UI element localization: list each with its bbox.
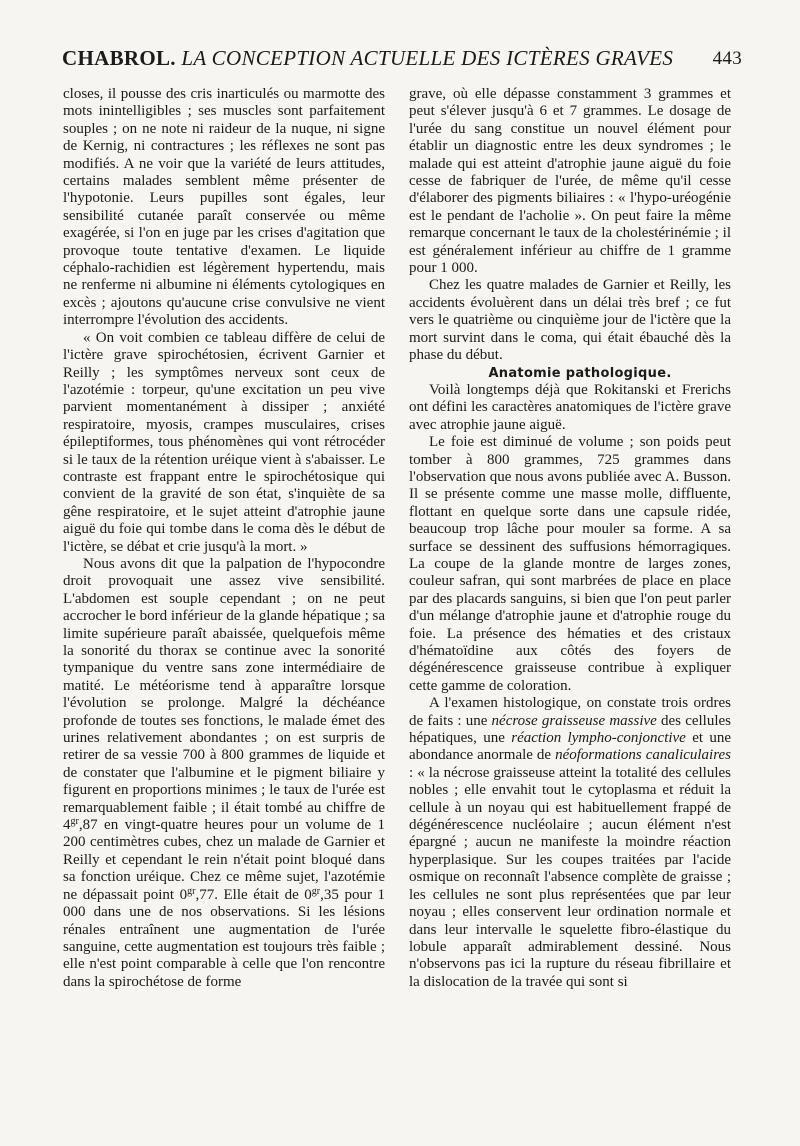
italic-term: nécrose graisseuse massive [491, 712, 657, 729]
paragraph: Voilà longtemps déjà que Rokitanski et Frerichs ont défini les caractères anatomiques de l'ictère grave avec atrophie jaune aiguë. [409, 381, 731, 433]
paragraph-text: des cellules hépatiques, une [409, 712, 732, 747]
unit-superscript: gr [70, 816, 79, 828]
left-column [63, 86, 385, 991]
right-column [409, 86, 731, 991]
section-heading: Anatomie pathologique. [488, 365, 672, 381]
paragraph-text: A l'examen histologique, on constate trois ordres de faits : une [409, 695, 731, 729]
paragraph: closes, il pousse des cris inarticulés ou marmotte des mots inintelligibles ; ses muscles sont parfaitement souples ; on ne note ni raideur de la nuque, ni signe de Kernig, ni contractures ; les réflexes ne sont pas modifiés. A ne voir que la variété de leurs attitudes, certains malades semblent même présenter de l'hypotonie. Leurs pupilles sont égales, leur sensibilité cutanée paraît conservée ou même exagérée, si l'on en juge par les crises d'agitation que provoque toute tentative d'examen. Le liquide céphalo-rachidien est légèrement hypertendu, mais ne renferme ni albumine ni éléments cytologiques en excès ; ajoutons qu'aucune crise convulsive ne vient interrompre l'évolution des accidents. [63, 86, 385, 329]
page-number: 443 [712, 48, 742, 69]
paragraph-text: ,77. Elle était de 0 [195, 886, 312, 903]
header-title: LA CONCEPTION ACTUELLE DES ICTÈRES GRAVES [181, 46, 674, 70]
paragraph-text: et une abondance anormale de [409, 730, 732, 764]
unit-superscript: gr [311, 885, 321, 897]
paragraph: Le foie est diminué de volume ; son poids peut tomber à 800 grammes, 725 grammes dans l'observation que nous avons publiée avec A. Busson. Il se présente comme une masse molle, diffluente, flottant en quelque sorte dans une capsule ridée, beaucoup trop lâche pour mouler sa forme. A sa surface se dessinent des suffusions hémorragiques. La coupe de la glande montre de larges zones, couleur safran, qui sont marbrées de place en place par des placards sanguins, si bien que l'on peut parler d'un mélange d'atrophie jaune et d'atrophie rouge du foie. La présence des hématies et des cristaux d'hématoïdine aux côtés des foyers de dégénérescence graisseuse contribue à expliquer cette gamme de coloration. [409, 434, 731, 694]
paragraph: « On voit combien ce tableau diffère de celui de l'ictère grave spirochétosien, écrivent Garnier et Reilly ; les symptômes nerveux sont ceux de l'azotémie : torpeur, qu'une excitation un peu vive parvient momentanément à dissiper ; anxiété respiratoire, myosis, crampes musculaires, crises épileptiformes, tous phénomènes qui vont rétrocéder si le taux de la rétention uréique vient à s'abaisser. Le contraste est frappant entre le spirochétosique qui convient de la gravité de son état, s'inquiète de sa gêne respiratoire, et le sujet atteint d'atrophie jaune aiguë du foie qui tombe dans le coma dès le début de l'ictère, se débat et crie jusqu'à la mort. » [63, 329, 385, 555]
paragraph: grave, où elle dépasse constamment 3 grammes et peut s'élever jusqu'à 6 et 7 grammes. Le dosage de l'urée du sang constitue un nouvel élément pour établir un diagnostic entre les deux syndromes ; le malade qui est atteint d'atrophie jaune aiguë du foie cesse de fabriquer de l'urée, de même qu'il cesse d'élaborer des pigments biliaires : « l'hypo-uréogénie est le pendant de l'acholie ». On peut faire la même remarque concernant le taux de la cholestérinémie ; il est généralement inférieur au chiffre de 1 gramme pour 1 000. [409, 86, 731, 277]
paragraph-text: Nous avons dit que la palpation de l'hypocondre droit provoquait une assez vive sensibilité. L'abdomen est souple cependant ; on ne peut accrocher le bord inférieur de la glande hépatique ; sa limite supérieure paraît abaissée, quelquefois même la sonorité du thorax se continue avec la sonorité tympanique du ventre sans zone intermédiaire de matité. Le météorisme tend à apparaître lorsque l'évolution se prolonge. Malgré la déchéance profonde de toutes ses fonctions, le malade émet des urines relativement abondantes ; on est surpris de retirer de sa vessie 700 à 800 grammes de liquide et de constater que l'albumine et le pigment biliaire y figurent en proportions minimes ; le taux de l'urée est remarquablement faible ; il était tombé au chiffre de 4 [63, 555, 385, 834]
italic-term: néoformations canaliculaires [555, 747, 731, 764]
paragraph-text: ,87 en vingt-quatre heures pour un volume de 1 200 centimètres cubes, chez un malade de Garnier et Reilly et cependant le rein n'était point bloqué dans sa fonction uréique. Chez ce même sujet, l'azotémie ne dépassait point 0 [63, 817, 385, 903]
paragraph-text: ,35 pour 1 000 dans une de nos observations. Si les lésions rénales entraînent une augmentation de l'urée sanguine, cette augmentation est toujours très faible ; elle n'est point comparable à celle que l'on rencontre dans la spirochétose de forme [63, 886, 385, 990]
paragraph: Chez les quatre malades de Garnier et Reilly, les accidents évoluèrent dans un délai très bref ; ce fut vers le quatrième ou cinquième jour de l'ictère que la mort survint dans le coma, qui était ébauché dès la phase du début. [409, 277, 731, 364]
paragraph [409, 695, 731, 991]
italic-term: réaction lympho-conjonctive [511, 730, 686, 747]
header-author: CHABROL. [62, 46, 176, 70]
running-header [62, 46, 742, 74]
paragraph [63, 556, 385, 991]
unit-superscript: gr [187, 885, 196, 897]
paragraph-text: : « la nécrose graisseuse atteint la totalité des cellules nobles ; elle envahit tout le cytoplasma et réduit la cellule à un noyau qui est habituellement frappé de dégénérescence nucléolaire ; aucun élément n'est épargné ; aucun ne manifeste la moindre réaction hyperplasique. Sur les coupes traitées par l'acide osmique on reconnaît l'absence complète de graisse ; les cellules ne sont plus représentées que par leur noyau ; elles conservent leur ordination normale et dans leur intervalle le squelette fibro-élastique du lobule apparaît admirablement dessiné. Nous n'observons pas ici la rupture du réseau fibrillaire et la dislocation de la travée qui sont si [409, 764, 731, 990]
